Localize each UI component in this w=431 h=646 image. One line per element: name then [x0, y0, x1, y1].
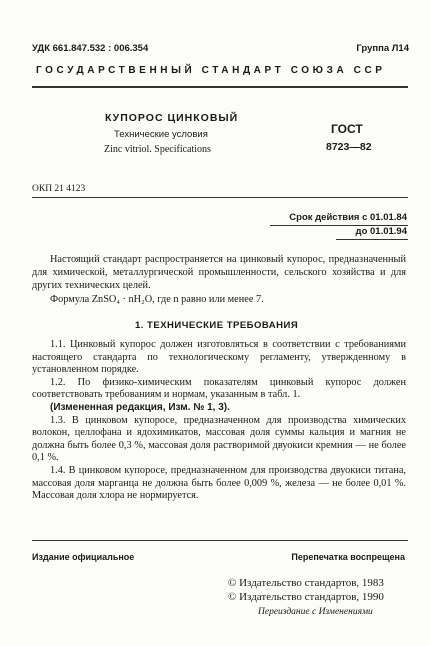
standard-name: ГОСУДАРСТВЕННЫЙ СТАНДАРТ СОЮЗА ССР — [36, 65, 386, 76]
clause-1-3: 1.3. В цинковом купоросе, предназначенном для производства химических волокон, целлофана и ядохимикатов, массовая доля суммы кальция и магния не должна быть более 0,3 %, массовая доля растворимой двуокиси кремния — не более 0,1 %. — [32, 414, 406, 464]
official-edition: Издание официальное — [32, 552, 135, 562]
amendment-note: (Измененная редакция, Изм. № 1, 3). — [50, 401, 230, 413]
header-rule — [32, 86, 408, 88]
formula-paragraph: Формула ZnSO₄ · nH₂O, где n равно или менее 7. — [50, 293, 264, 305]
validity-from: Срок действия с 01.01.84 — [289, 212, 407, 223]
clause-1-4: 1.4. В цинковом купоросе, предназначенном для производства двуокиси титана, массовая доля марганца не должна быть более 0,009 %, железа — не более 0,01 %. Массовая доля хлора не нормируется. — [32, 464, 406, 502]
page-title: КУПОРОС ЦИНКОВЫЙ — [105, 112, 239, 124]
validity-to-rule — [336, 239, 408, 240]
okp-rule — [32, 197, 408, 198]
clause-1-1: 1.1. Цинковый купорос должен изготовляться в соответствии с требованиями настоящего стандарта по технологическому регламенту, утвержденному в установленном порядке. — [32, 339, 406, 376]
copyright-1983: © Издательство стандартов, 1983 — [228, 577, 384, 589]
copyright-1990: © Издательство стандартов, 1990 — [228, 591, 384, 603]
page-subtitle: Технические условия — [114, 129, 208, 140]
section-body — [32, 339, 406, 503]
english-title: Zinc vitriol. Specifications — [104, 144, 211, 155]
udk-code: УДК 661.847.532 : 006.354 — [32, 43, 149, 54]
gost-label: ГОСТ — [331, 122, 363, 136]
reissue-note: Переиздание с Изменениями — [258, 607, 373, 617]
intro-text — [32, 253, 406, 306]
group-code: Группа Л14 — [356, 43, 409, 54]
footer-rule — [32, 540, 408, 541]
section-heading: 1. ТЕХНИЧЕСКИЕ ТРЕБОВАНИЯ — [135, 320, 299, 331]
reprint-prohibited: Перепечатка воспрещена — [291, 552, 405, 562]
clause-1-2: 1.2. По физико-химическим показателям цинковый купорос должен соответствовать требованиям и нормам, указанным в табл. 1. — [32, 376, 406, 401]
okp-code: ОКП 21 4123 — [32, 184, 86, 194]
validity-to: до 01.01.94 — [355, 226, 407, 237]
intro-paragraph: Настоящий стандарт распространяется на цинковый купорос, предназначенный для химической, металлургической промышленности, сельского хозяйства и для других технических целей. — [32, 254, 406, 292]
gost-number: 8723—82 — [326, 141, 372, 153]
